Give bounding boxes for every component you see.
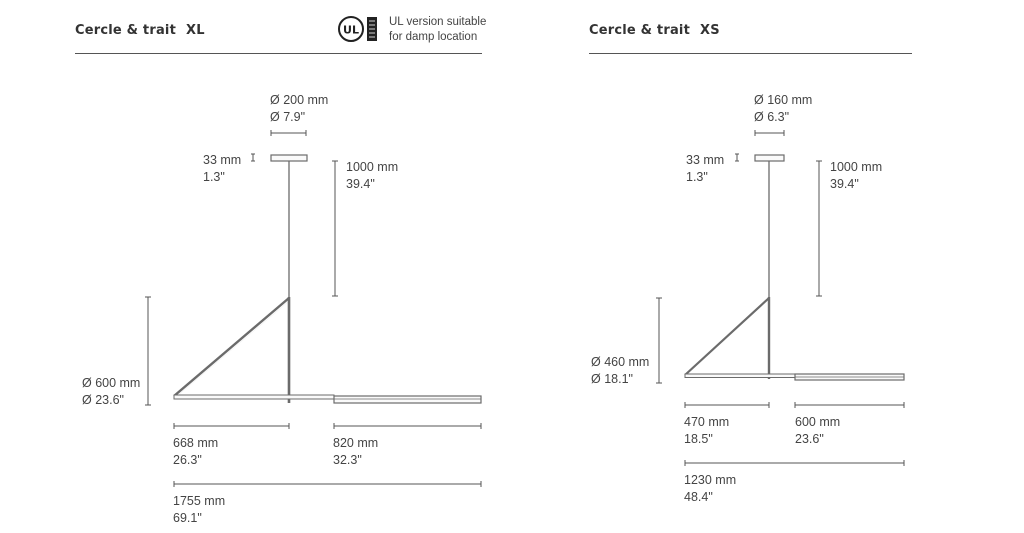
xs-title-name: Cercle & trait: [589, 23, 691, 38]
xs-canopy-dia-in: Ø 6.3": [754, 110, 790, 124]
xs-right-mm: 600 mm: [795, 415, 841, 429]
xs-canopy-dia-mm: Ø 160 mm: [754, 93, 813, 107]
xl-title-name: Cercle & trait: [75, 23, 177, 38]
xl-ring-mm: Ø 600 mm: [82, 376, 141, 390]
svg-text:UL: UL: [343, 23, 359, 37]
xs-cable-mm: 1000 mm: [830, 160, 883, 174]
xs-fixture-drawing: [656, 130, 904, 466]
xs-left-in: 18.5": [684, 432, 713, 446]
xs-right-in: 23.6": [795, 432, 824, 446]
xl-left-in: 26.3": [173, 453, 202, 467]
xs-canopy-h-mm: 33 mm: [686, 153, 725, 167]
xl-canopy-dia-mm: Ø 200 mm: [270, 93, 329, 107]
xs-cable-in: 39.4": [830, 177, 859, 191]
xl-total-mm: 1755 mm: [173, 494, 226, 508]
xs-total-in: 48.4": [684, 490, 713, 504]
xs-canopy-h-in: 1.3": [686, 170, 708, 184]
xl-cable-in: 39.4": [346, 177, 375, 191]
xl-canopy-h-in: 1.3": [203, 170, 225, 184]
xl-fixture-drawing: [145, 130, 481, 487]
xl-canopy-dia-in: Ø 7.9": [270, 110, 306, 124]
xs-ring-in: Ø 18.1": [591, 372, 633, 386]
xl-canopy-h-mm: 33 mm: [203, 153, 242, 167]
ul-note-line1: UL version suitable: [389, 16, 487, 28]
xl-right-in: 32.3": [333, 453, 362, 467]
xs-title-size: XS: [700, 23, 720, 38]
xl-title-size: XL: [186, 23, 205, 38]
xl-left-mm: 668 mm: [173, 436, 219, 450]
xl-right-mm: 820 mm: [333, 436, 379, 450]
xl-total-in: 69.1": [173, 511, 202, 525]
xl-cable-mm: 1000 mm: [346, 160, 399, 174]
xs-ring-mm: Ø 460 mm: [591, 355, 650, 369]
ul-note-line2: for damp location: [389, 31, 478, 43]
xs-left-mm: 470 mm: [684, 415, 730, 429]
xs-total-mm: 1230 mm: [684, 473, 737, 487]
xl-ring-in: Ø 23.6": [82, 393, 124, 407]
